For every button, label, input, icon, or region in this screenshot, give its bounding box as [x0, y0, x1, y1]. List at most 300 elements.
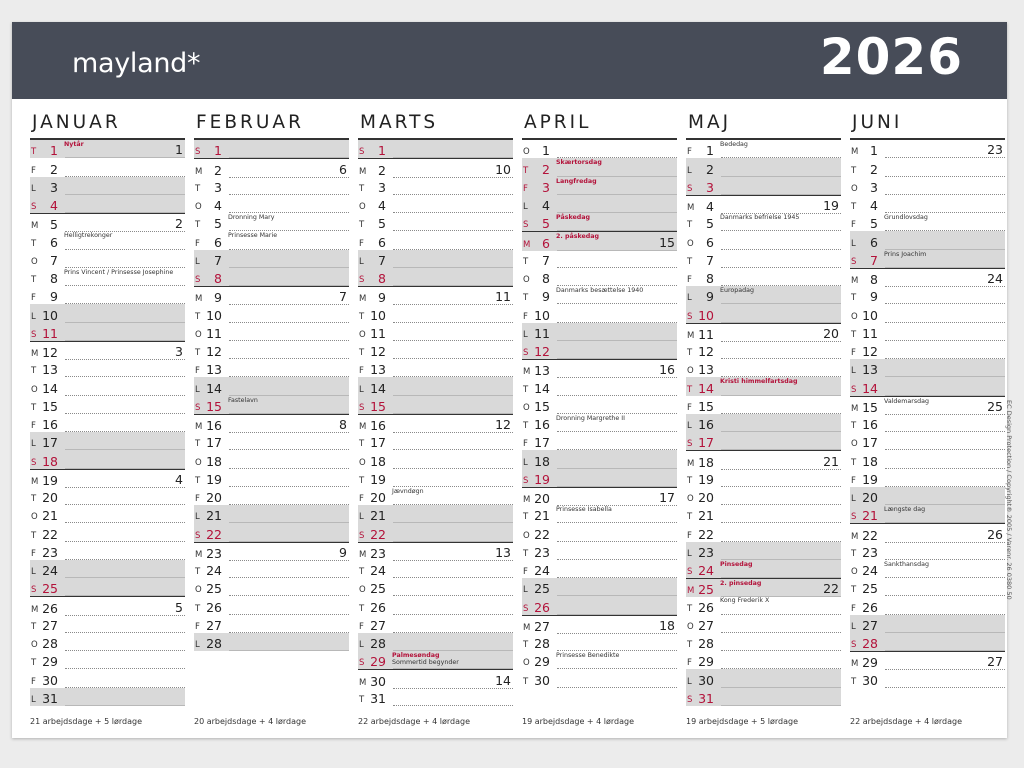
day-note: Nytår: [64, 141, 84, 148]
day-row: [522, 487, 677, 506]
day-row: [30, 669, 185, 687]
year-title: 2026: [819, 28, 963, 86]
day-number: 27: [698, 617, 714, 633]
weekday-letter: M: [523, 367, 531, 378]
weekday-letter: O: [359, 202, 366, 213]
day-row: [522, 177, 677, 195]
weekday-letter: T: [687, 640, 693, 651]
writing-line: [65, 705, 185, 706]
day-number: 14: [42, 380, 58, 396]
month-name: MAJ: [688, 112, 732, 133]
day-row: [686, 615, 841, 633]
day-number: 16: [698, 417, 714, 433]
weekday-letter: M: [687, 330, 695, 341]
day-row: [194, 177, 349, 195]
day-number: 20: [534, 491, 550, 507]
weekday-letter: S: [523, 475, 529, 486]
weekday-letter: F: [851, 348, 856, 359]
day-number: 8: [870, 272, 878, 288]
day-row: [686, 304, 841, 322]
day-row: [30, 377, 185, 395]
weekday-letter: T: [851, 676, 857, 687]
day-number: 30: [698, 672, 714, 688]
day-number: 18: [534, 453, 550, 469]
weekday-letter: L: [851, 238, 856, 249]
day-number: 18: [370, 453, 386, 469]
day-row: [686, 414, 841, 432]
weekday-letter: T: [851, 293, 857, 304]
weekday-letter: T: [359, 311, 365, 322]
day-number: 25: [42, 581, 58, 597]
day-row: [850, 195, 1005, 213]
weekday-letter: T: [31, 238, 37, 249]
day-row: [194, 450, 349, 468]
weekday-letter: L: [851, 494, 856, 505]
weekday-letter: O: [359, 457, 366, 468]
day-number: 10: [698, 307, 714, 323]
weekday-letter: L: [687, 421, 692, 432]
day-number: 13: [534, 363, 550, 379]
day-row: [358, 578, 513, 596]
weekday-letter: L: [687, 165, 692, 176]
weekday-letter: F: [195, 238, 200, 249]
weekday-letter: F: [359, 238, 364, 249]
weekday-letter: S: [523, 220, 529, 231]
day-number: 25: [534, 581, 550, 597]
day-row: [358, 268, 513, 286]
day-row: [30, 596, 185, 615]
weekday-letter: L: [359, 640, 364, 651]
day-row: [686, 542, 841, 560]
weekday-letter: T: [31, 621, 37, 632]
day-number: 11: [206, 325, 222, 341]
day-number: 11: [370, 325, 386, 341]
day-number: 23: [862, 544, 878, 560]
day-row: [194, 578, 349, 596]
day-row: [30, 158, 185, 176]
day-row: [522, 450, 677, 468]
week-number: 21: [823, 453, 839, 469]
weekday-letter: O: [195, 585, 202, 596]
day-number: 26: [862, 599, 878, 615]
weekday-letter: S: [359, 530, 365, 541]
day-row: [194, 250, 349, 268]
day-number: 24: [370, 563, 386, 579]
day-row: [30, 651, 185, 669]
day-row: [850, 158, 1005, 176]
weekday-letter: S: [195, 402, 201, 413]
weekday-letter: O: [851, 311, 858, 322]
day-number: 17: [862, 435, 878, 451]
day-number: 29: [42, 654, 58, 670]
day-row: [358, 396, 513, 414]
weekday-letter: T: [523, 256, 529, 267]
week-number: 9: [339, 544, 347, 560]
weekday-letter: T: [687, 348, 693, 359]
day-number: 16: [206, 418, 222, 434]
day-row: [30, 542, 185, 560]
day-number: 29: [698, 654, 714, 670]
day-number: 22: [42, 526, 58, 542]
day-number: 20: [370, 490, 386, 506]
weekday-letter: L: [687, 293, 692, 304]
day-row: [30, 195, 185, 213]
day-number: 16: [370, 418, 386, 434]
weekday-letter: T: [359, 694, 365, 705]
writing-line: [557, 687, 677, 688]
weekday-letter: T: [31, 494, 37, 505]
weekday-letter: T: [195, 475, 201, 486]
day-row: [30, 450, 185, 468]
day-number: 2: [542, 161, 550, 177]
day-number: 21: [206, 508, 222, 524]
weekday-letter: O: [523, 275, 530, 286]
weekday-letter: M: [851, 403, 859, 414]
week-number: 8: [339, 417, 347, 433]
weekday-letter: M: [687, 203, 695, 214]
day-number: 9: [542, 289, 550, 305]
weekday-letter: F: [523, 183, 528, 194]
day-number: 29: [862, 655, 878, 671]
weekday-letter: F: [687, 147, 692, 158]
day-number: 17: [206, 435, 222, 451]
day-number: 14: [534, 380, 550, 396]
weekday-letter: O: [523, 658, 530, 669]
month-footer: 21 arbejdsdage + 5 lørdage: [30, 717, 143, 726]
weekday-letter: S: [687, 694, 693, 705]
day-row: [358, 286, 513, 305]
day-row: [850, 669, 1005, 687]
weekday-letter: L: [851, 621, 856, 632]
day-number: 7: [214, 252, 222, 268]
weekday-letter: T: [195, 311, 201, 322]
weekday-letter: T: [31, 366, 37, 377]
day-row: [686, 688, 841, 706]
day-number: 8: [378, 271, 386, 287]
day-number: 16: [534, 417, 550, 433]
weekday-letter: F: [851, 220, 856, 231]
weekday-letter: S: [359, 402, 365, 413]
day-note: Dronning Margrethe II: [556, 414, 626, 422]
weekday-letter: T: [195, 567, 201, 578]
day-row: [30, 286, 185, 304]
weekday-letter: O: [31, 384, 38, 395]
weekday-letter: L: [195, 256, 200, 267]
day-row: [194, 359, 349, 377]
day-row: [358, 615, 513, 633]
weekday-letter: F: [687, 658, 692, 669]
day-row: [850, 542, 1005, 560]
day-row: [522, 615, 677, 634]
day-number: 8: [214, 271, 222, 287]
weekday-letter: O: [687, 366, 694, 377]
day-row: [522, 195, 677, 213]
week-number: 10: [495, 161, 511, 177]
day-number: 5: [214, 216, 222, 232]
day-row: [30, 523, 185, 541]
weekday-letter: T: [523, 165, 529, 176]
day-number: 24: [862, 563, 878, 579]
week-number: 23: [987, 142, 1003, 158]
weekday-letter: T: [359, 475, 365, 486]
weekday-letter: M: [359, 294, 367, 305]
weekday-letter: M: [523, 495, 531, 506]
day-row: [686, 396, 841, 414]
day-row: [30, 250, 185, 268]
day-row: [850, 341, 1005, 359]
day-number: 25: [698, 582, 714, 598]
writing-line: [721, 705, 841, 706]
day-row: [686, 195, 841, 214]
day-number: 9: [214, 290, 222, 306]
day-number: 12: [42, 345, 58, 361]
day-number: 20: [862, 490, 878, 506]
day-row: [194, 268, 349, 286]
day-row: [522, 158, 677, 176]
weekday-letter: S: [687, 183, 693, 194]
day-number: 24: [534, 563, 550, 579]
day-row: [850, 323, 1005, 341]
day-number: 7: [870, 252, 878, 268]
day-row: [358, 158, 513, 177]
day-row: [194, 213, 349, 231]
day-row: [850, 177, 1005, 195]
day-number: 21: [370, 508, 386, 524]
weekday-letter: L: [687, 676, 692, 687]
day-number: 10: [42, 307, 58, 323]
day-number: 10: [206, 307, 222, 323]
day-number: 7: [50, 252, 58, 268]
weekday-letter: T: [359, 567, 365, 578]
day-number: 22: [370, 526, 386, 542]
weekday-letter: M: [687, 586, 695, 597]
day-number: 17: [42, 435, 58, 451]
day-row: [522, 286, 677, 304]
weekday-letter: O: [851, 183, 858, 194]
day-number: 26: [534, 599, 550, 615]
month-footer: 22 arbejdsdage + 4 lørdage: [358, 717, 471, 726]
day-row: [30, 359, 185, 377]
day-row: [686, 250, 841, 268]
day-number: 7: [706, 252, 714, 268]
day-number: 26: [206, 599, 222, 615]
weekday-letter: M: [31, 349, 39, 360]
day-number: 1: [214, 143, 222, 159]
week-number: 14: [495, 672, 511, 688]
day-row: [522, 542, 677, 560]
day-row: [358, 195, 513, 213]
day-row: [686, 359, 841, 377]
month-name: MARTS: [360, 112, 439, 133]
day-number: 4: [378, 198, 386, 214]
day-number: 3: [706, 179, 714, 195]
weekday-letter: T: [523, 293, 529, 304]
day-number: 15: [862, 399, 878, 415]
weekday-letter: L: [31, 439, 36, 450]
weekday-letter: L: [31, 183, 36, 194]
weekday-letter: L: [851, 366, 856, 377]
weekday-letter: T: [851, 457, 857, 468]
weekday-letter: L: [31, 311, 36, 322]
day-row: [30, 615, 185, 633]
day-row: [850, 140, 1005, 158]
day-row: [850, 286, 1005, 304]
day-number: 9: [706, 289, 714, 305]
day-row: [686, 231, 841, 249]
weekday-letter: S: [31, 329, 37, 340]
day-row: [30, 323, 185, 341]
day-row: [358, 596, 513, 614]
day-number: 22: [698, 526, 714, 542]
day-row: [686, 323, 841, 342]
day-row: [522, 414, 677, 432]
day-row: [194, 414, 349, 433]
weekday-letter: F: [687, 402, 692, 413]
weekday-letter: O: [687, 238, 694, 249]
day-note: Påskedag: [556, 214, 590, 221]
day-row: [686, 213, 841, 231]
weekday-letter: M: [851, 276, 859, 287]
day-row: [686, 177, 841, 195]
day-number: 3: [378, 179, 386, 195]
day-row: [522, 396, 677, 414]
day-row: [522, 359, 677, 378]
day-note: Helligtrekonger: [64, 232, 113, 240]
day-row: [358, 669, 513, 688]
day-row: [30, 578, 185, 596]
day-number: 2: [378, 162, 386, 178]
day-row: [522, 432, 677, 450]
weekday-letter: T: [523, 384, 529, 395]
month-footer: 20 arbejdsdage + 4 lørdage: [194, 717, 307, 726]
day-number: 3: [214, 179, 222, 195]
week-number: 4: [175, 471, 183, 487]
weekday-letter: S: [195, 147, 201, 158]
weekday-letter: F: [523, 311, 528, 322]
day-row: [850, 450, 1005, 468]
day-number: 12: [534, 344, 550, 360]
weekday-letter: M: [523, 239, 531, 250]
weekday-letter: F: [359, 621, 364, 632]
day-number: 16: [42, 417, 58, 433]
day-number: 17: [698, 435, 714, 451]
weekday-letter: L: [359, 512, 364, 523]
day-note: Kristi himmelfartsdag: [720, 378, 798, 386]
weekday-letter: L: [31, 567, 36, 578]
month-name: JANUAR: [32, 112, 121, 133]
day-number: 31: [370, 690, 386, 706]
weekday-letter: T: [31, 530, 37, 541]
weekday-letter: S: [851, 256, 857, 267]
day-number: 11: [534, 325, 550, 341]
day-row: [522, 304, 677, 322]
day-row: [358, 414, 513, 433]
week-number: 12: [495, 417, 511, 433]
day-number: 13: [42, 362, 58, 378]
weekday-letter: T: [195, 220, 201, 231]
weekday-letter: M: [851, 147, 859, 158]
day-row: [850, 304, 1005, 322]
day-number: 17: [370, 435, 386, 451]
day-row: [522, 596, 677, 614]
day-number: 10: [862, 307, 878, 323]
day-number: 15: [42, 398, 58, 414]
weekday-letter: M: [359, 422, 367, 433]
week-number: 6: [339, 161, 347, 177]
day-row: [358, 231, 513, 249]
day-number: 24: [206, 563, 222, 579]
weekday-letter: T: [851, 585, 857, 596]
copyright-text: EC Design Protection / Copyright® 2005 / Varenr. 26 0380 50: [1005, 400, 1013, 600]
day-row: [358, 177, 513, 195]
weekday-letter: S: [523, 603, 529, 614]
weekday-letter: M: [851, 659, 859, 670]
day-row: [30, 304, 185, 322]
day-number: 4: [214, 198, 222, 214]
day-note: Skærtorsdag: [556, 159, 602, 167]
weekday-letter: S: [687, 567, 693, 578]
day-number: 6: [378, 234, 386, 250]
day-note: Grundlovsdag: [884, 214, 928, 221]
day-row: [194, 432, 349, 450]
day-row: [194, 323, 349, 341]
day-number: 30: [862, 672, 878, 688]
day-row: [686, 286, 841, 304]
day-number: 22: [862, 527, 878, 543]
day-number: 11: [698, 326, 714, 342]
day-note: Valdemarsdag: [884, 397, 930, 405]
day-row: [686, 341, 841, 359]
day-row: [686, 651, 841, 669]
day-number: 14: [698, 380, 714, 396]
day-row: [522, 651, 677, 669]
day-row: [522, 140, 677, 158]
day-row: [686, 487, 841, 505]
day-row: [30, 487, 185, 505]
weekday-letter: T: [31, 402, 37, 413]
day-row: [194, 505, 349, 523]
day-number: 15: [534, 398, 550, 414]
day-note: Prinsesse Marie: [228, 232, 278, 240]
writing-line: [393, 705, 513, 706]
day-row: [686, 450, 841, 469]
day-row: [358, 140, 513, 158]
day-row: [522, 213, 677, 231]
weekday-letter: L: [195, 640, 200, 651]
day-row: [522, 377, 677, 395]
day-number: 7: [378, 252, 386, 268]
weekday-letter: O: [359, 329, 366, 340]
day-row: [30, 633, 185, 651]
weekday-letter: S: [31, 202, 37, 213]
day-number: 18: [42, 453, 58, 469]
day-row: [358, 341, 513, 359]
day-row: [686, 432, 841, 450]
day-row: [194, 469, 349, 487]
day-number: 27: [370, 617, 386, 633]
weekday-letter: M: [687, 458, 695, 469]
weekday-letter: T: [687, 256, 693, 267]
day-note: Langfredag: [556, 177, 597, 185]
weekday-letter: F: [523, 567, 528, 578]
day-row: [358, 304, 513, 322]
weekday-letter: S: [687, 439, 693, 450]
day-row: [30, 268, 185, 286]
weekday-letter: M: [359, 549, 367, 560]
day-number: 14: [206, 380, 222, 396]
weekday-letter: L: [195, 384, 200, 395]
day-number: 19: [370, 471, 386, 487]
